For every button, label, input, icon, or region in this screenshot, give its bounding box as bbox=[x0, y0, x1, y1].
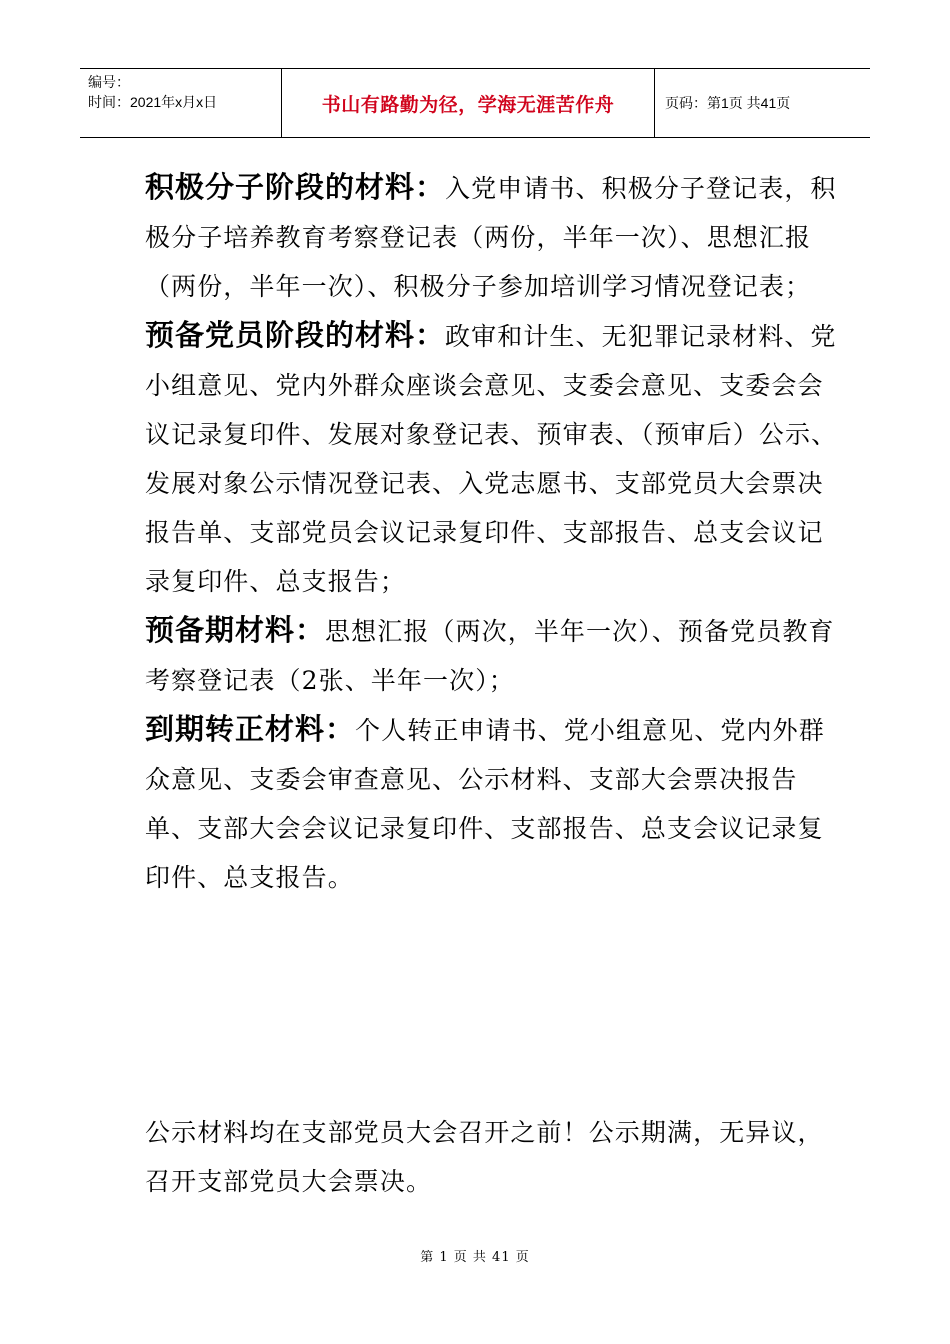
header-meta-cell bbox=[80, 69, 282, 137]
section-heading: 积极分子阶段的材料： bbox=[145, 170, 446, 204]
header-motto: 书山有路勤为径，学海无涯苦作舟 bbox=[282, 69, 655, 137]
date-label: 时间：2021年x月x日 bbox=[88, 94, 218, 110]
header-page-info: 页码：第1页 共41页 bbox=[665, 95, 791, 111]
section-body: 政审和计生、无犯罪记录材料、党小组意见、党内外群众座谈会意见、支委会意见、支委会会议记录复印件、发展对象登记表、预审表、（预审后）公示、发展对象公示情况登记表、入党志愿书、支部党员大会票决报告单、支部党员会议记录复印件、支部报告、总支会议记录复印件、总支报告； bbox=[145, 322, 838, 596]
section-activist bbox=[145, 163, 845, 311]
closing-note: 公示材料均在支部党员大会召开之前！公示期满，无异议，召开支部党员大会票决。 bbox=[145, 1118, 824, 1196]
section-heading: 到期转正材料： bbox=[145, 712, 356, 746]
section-probationary bbox=[145, 311, 845, 606]
page-footer: 第 1 页 共 41 页 bbox=[420, 1250, 530, 1265]
section-heading: 预备期材料： bbox=[145, 613, 326, 647]
section-heading: 预备党员阶段的材料： bbox=[145, 318, 446, 352]
section-full-membership bbox=[145, 705, 845, 902]
header-table bbox=[80, 68, 870, 138]
section-body: 个人转正申请书、党小组意见、党内外群众意见、支委会审查意见、公示材料、支部大会票决报告单、支部大会会议记录复印件、支部报告、总支会议记录复印件、总支报告。 bbox=[145, 716, 825, 892]
serial-label: 编号： bbox=[88, 74, 130, 90]
section-body: 思想汇报（两次，半年一次）、预备党员教育考察登记表（2张、半年一次）； bbox=[145, 617, 835, 695]
section-body: 入党申请书、积极分子登记表，积极分子培养教育考察登记表（两份，半年一次）、思想汇报（两份，半年一次）、积极分子参加培训学习情况登记表； bbox=[145, 174, 837, 301]
section-probation-period bbox=[145, 606, 845, 705]
document-body bbox=[145, 163, 845, 902]
